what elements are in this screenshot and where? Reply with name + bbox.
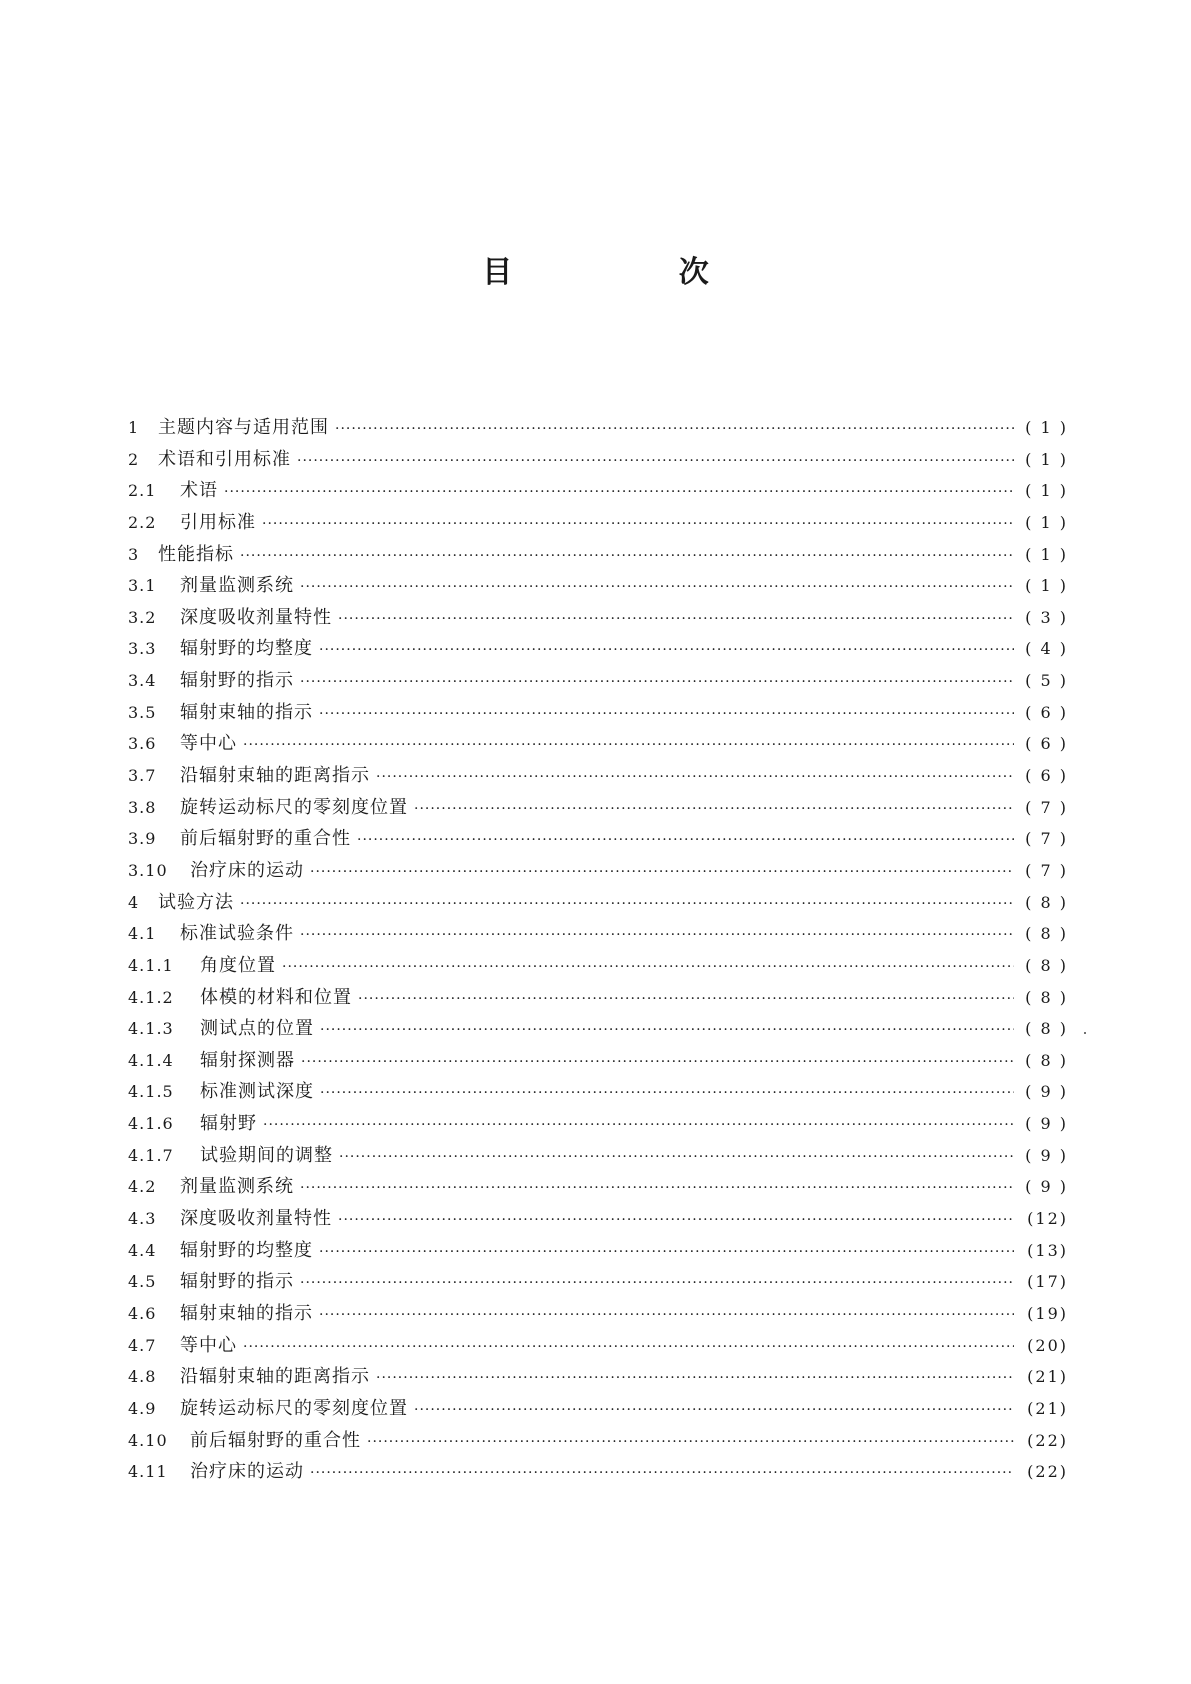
toc-entry[interactable] [128, 728, 1068, 760]
toc-dot-leader [319, 635, 1014, 667]
toc-entry-page: ( 1 ) [1025, 481, 1068, 501]
toc-entry-title: 试验期间的调整 [200, 1144, 333, 1166]
page-title: 目 次 [482, 255, 787, 291]
toc-entry-title: 主题内容与适用范围 [158, 417, 329, 438]
toc-entry-title: 前后辐射野的重合性 [180, 828, 351, 850]
toc-entry-number: 2.1 [128, 481, 157, 501]
toc-entry-page: ( 9 ) [1025, 1177, 1068, 1197]
toc-entry-page: ( 5 ) [1025, 671, 1068, 691]
toc-entry-page: (22) [1027, 1462, 1068, 1482]
toc-entry-number: 3.8 [128, 797, 157, 817]
toc-entry[interactable] [128, 823, 1068, 855]
toc-entry-title: 体模的材料和位置 [200, 986, 352, 1008]
toc-entry-title: 标准测试深度 [200, 1081, 314, 1103]
toc-entry-title: 剂量监测系统 [180, 575, 294, 597]
toc-entry-page: (20) [1027, 1335, 1068, 1355]
toc-entry-number: 4.11 [128, 1462, 168, 1482]
toc-entry-title: 等中心 [180, 733, 237, 755]
toc-entry-title: 术语 [180, 480, 218, 502]
toc-entry-page: (19) [1027, 1303, 1068, 1323]
toc-entry-number: 4.1.3 [128, 1019, 174, 1039]
toc-entry-number: 3.2 [128, 607, 157, 627]
toc-entry[interactable] [128, 665, 1068, 697]
toc-entry-page: ( 9 ) [1025, 1114, 1068, 1134]
toc-entry-page: ( 7 ) [1025, 860, 1068, 880]
toc-entry-page: ( 1 ) [1025, 544, 1068, 564]
toc-entry-page: ( 7 ) [1025, 797, 1068, 817]
toc-entry[interactable] [128, 444, 1068, 476]
toc-entry[interactable] [128, 760, 1068, 792]
toc-dot-leader [320, 1078, 1014, 1110]
toc-entry-page: (22) [1027, 1430, 1068, 1450]
toc-dot-leader [282, 952, 1014, 984]
toc-dot-leader [310, 1458, 1014, 1490]
toc-entry-title: 深度吸收剂量特性 [180, 606, 332, 628]
toc-entry-title: 试验方法 [158, 891, 234, 913]
toc-dot-leader [367, 1427, 1014, 1459]
toc-entry-number: 3.5 [128, 702, 157, 722]
toc-entry-page: (21) [1027, 1367, 1068, 1387]
toc-entry[interactable] [128, 950, 1068, 982]
toc-dot-leader [357, 825, 1014, 857]
toc-entry-title: 旋转运动标尺的零刻度位置 [180, 796, 408, 818]
toc-entry-number: 4.2 [128, 1177, 157, 1197]
toc-entry[interactable] [128, 1298, 1068, 1330]
toc-entry-number: 4.4 [128, 1240, 157, 1260]
toc-entry-number: 3.6 [128, 734, 157, 754]
toc-dot-leader [301, 1047, 1014, 1079]
toc-entry-page: ( 1 ) [1025, 449, 1068, 469]
toc-entry-title: 治疗床的运动 [190, 1461, 304, 1483]
toc-entry-title: 辐射束轴的指示 [180, 701, 313, 723]
toc-entry-page: ( 1 ) [1025, 576, 1068, 596]
toc-entry-page: ( 6 ) [1025, 734, 1068, 754]
toc-entry-title: 治疗床的运动 [190, 859, 304, 881]
toc-entry-number: 4.1 [128, 924, 157, 944]
toc-entry-title: 沿辐射束轴的距离指示 [180, 765, 370, 787]
toc-entry-title: 辐射野的指示 [180, 670, 294, 692]
toc-entry-number: 4 [128, 892, 140, 912]
toc-dot-leader [240, 541, 1014, 573]
toc-entry-number: 3.4 [128, 671, 157, 691]
toc-dot-leader [335, 414, 1014, 446]
toc-entry-number: 3.1 [128, 576, 157, 596]
toc-entry-page: ( 1 ) [1025, 418, 1068, 437]
toc-entry-page: ( 8 ) [1025, 924, 1068, 944]
toc-entry[interactable] [128, 982, 1068, 1014]
toc-entry[interactable] [128, 633, 1068, 665]
toc-entry[interactable] [128, 887, 1068, 919]
toc-entry-number: 4.8 [128, 1367, 157, 1387]
toc-dot-leader [358, 984, 1014, 1016]
toc-dot-leader [240, 889, 1014, 921]
toc-entry-number: 3.3 [128, 639, 157, 659]
toc-entry[interactable] [128, 1108, 1068, 1140]
toc-dot-leader [243, 1332, 1014, 1364]
toc-entry-title: 等中心 [180, 1334, 237, 1356]
toc-entry-page: ( 8 ) [1025, 1050, 1068, 1070]
toc-dot-leader [376, 762, 1014, 794]
toc-entry[interactable] [128, 1203, 1068, 1235]
toc-entry-number: 3 [128, 544, 140, 564]
toc-entry[interactable] [128, 1361, 1068, 1393]
toc-entry-title: 角度位置 [200, 954, 276, 976]
toc-entry-page: ( 4 ) [1025, 639, 1068, 659]
toc-entry-page: (21) [1027, 1398, 1068, 1418]
toc-entry[interactable] [128, 475, 1068, 507]
toc-entry[interactable] [128, 1140, 1068, 1172]
toc-entry[interactable] [128, 1076, 1068, 1108]
toc-entry-number: 3.10 [128, 860, 168, 880]
toc-entry-title: 辐射野的均整度 [180, 1239, 313, 1261]
toc-dot-leader [243, 730, 1014, 762]
toc-dot-leader [263, 1110, 1014, 1142]
toc-entry-number: 4.1.4 [128, 1050, 174, 1070]
toc-dot-leader [310, 857, 1014, 889]
toc-entry-page: ( 8 ) [1025, 892, 1068, 912]
toc-entry-number: 4.1.1 [128, 955, 174, 975]
toc-entry-number: 4.7 [128, 1335, 157, 1355]
toc-entry-page: ( 6 ) [1025, 702, 1068, 722]
toc-dot-leader [262, 509, 1014, 541]
toc-dot-leader [224, 477, 1014, 509]
toc-entry-number: 4.6 [128, 1303, 157, 1323]
toc-dot-leader [414, 794, 1014, 826]
toc-dot-leader [300, 1268, 1014, 1300]
toc-entry-title: 深度吸收剂量特性 [180, 1208, 332, 1230]
toc-entry-page: (12) [1027, 1209, 1068, 1229]
toc-entry-title: 前后辐射野的重合性 [190, 1429, 361, 1451]
toc-dot-leader [319, 1300, 1014, 1332]
toc-dot-leader [319, 699, 1014, 731]
toc-entry-title: 辐射野 [200, 1113, 257, 1135]
toc-entry-title: 术语和引用标准 [158, 448, 291, 470]
toc-entry[interactable] [128, 1235, 1068, 1267]
toc-entry-number: 4.1.6 [128, 1114, 174, 1134]
toc-entry-number: 4.5 [128, 1272, 157, 1292]
toc-entry-number: 4.1.2 [128, 987, 174, 1007]
toc-dot-leader [338, 604, 1014, 636]
scan-speck [1084, 1032, 1086, 1034]
toc-entry[interactable] [128, 1425, 1068, 1457]
toc-entry-title: 性能指标 [158, 543, 234, 565]
toc-entry-page: ( 1 ) [1025, 512, 1068, 532]
toc-entry-page: ( 9 ) [1025, 1145, 1068, 1165]
toc-entry[interactable] [128, 697, 1068, 729]
toc-entry-page: ( 8 ) [1025, 987, 1068, 1007]
toc-entry[interactable] [128, 918, 1068, 950]
toc-dot-leader [320, 1015, 1014, 1047]
toc-entry-title: 引用标准 [180, 511, 256, 533]
toc-entry[interactable] [128, 507, 1068, 539]
toc-entry-page: ( 9 ) [1025, 1082, 1068, 1102]
toc-entry-title: 辐射束轴的指示 [180, 1302, 313, 1324]
toc-entry-page: (17) [1027, 1272, 1068, 1292]
toc-dot-leader [300, 572, 1014, 604]
toc-entry-number: 4.1.5 [128, 1082, 174, 1102]
table-of-contents [128, 412, 1068, 1488]
toc-entry[interactable] [128, 602, 1068, 634]
toc-entry-number: 1 [128, 418, 140, 437]
toc-dot-leader [338, 1205, 1014, 1237]
toc-entry[interactable] [128, 570, 1068, 602]
toc-dot-leader [300, 1173, 1014, 1205]
toc-entry-title: 测试点的位置 [200, 1018, 314, 1040]
toc-entry[interactable] [128, 1330, 1068, 1362]
toc-entry-page: ( 6 ) [1025, 766, 1068, 786]
toc-dot-leader [319, 1237, 1014, 1269]
toc-entry-title: 沿辐射束轴的距离指示 [180, 1366, 370, 1388]
toc-entry[interactable] [128, 539, 1068, 571]
toc-dot-leader [297, 446, 1014, 478]
toc-entry-number: 3.9 [128, 829, 157, 849]
toc-entry-page: (13) [1027, 1240, 1068, 1260]
toc-entry-title: 标准试验条件 [180, 923, 294, 945]
toc-entry-title: 剂量监测系统 [180, 1176, 294, 1198]
toc-entry-title: 旋转运动标尺的零刻度位置 [180, 1397, 408, 1419]
toc-entry-number: 4.3 [128, 1209, 157, 1229]
toc-entry-title: 辐射探测器 [200, 1049, 295, 1071]
toc-dot-leader [339, 1142, 1014, 1174]
toc-entry-page: ( 3 ) [1025, 607, 1068, 627]
toc-entry[interactable] [128, 855, 1068, 887]
toc-entry[interactable] [128, 1045, 1068, 1077]
toc-dot-leader [414, 1395, 1014, 1427]
toc-entry[interactable] [128, 1456, 1068, 1488]
toc-entry-number: 2 [128, 449, 140, 469]
toc-entry-number: 3.7 [128, 766, 157, 786]
toc-entry-page: ( 7 ) [1025, 829, 1068, 849]
toc-entry[interactable] [128, 1171, 1068, 1203]
toc-entry[interactable] [128, 792, 1068, 824]
toc-entry-page: ( 8 ) [1025, 1019, 1068, 1039]
toc-entry-number: 4.10 [128, 1430, 168, 1450]
toc-entry-title: 辐射野的指示 [180, 1271, 294, 1293]
toc-dot-leader [300, 920, 1014, 952]
toc-entry-number: 4.1.7 [128, 1145, 174, 1165]
toc-dot-leader [376, 1363, 1014, 1395]
toc-entry-title: 辐射野的均整度 [180, 638, 313, 660]
toc-entry[interactable] [128, 1266, 1068, 1298]
toc-entry[interactable] [128, 1393, 1068, 1425]
toc-dot-leader [300, 667, 1014, 699]
toc-entry[interactable] [128, 412, 1068, 444]
toc-entry-number: 4.9 [128, 1398, 157, 1418]
toc-entry-page: ( 8 ) [1025, 955, 1068, 975]
toc-entry[interactable] [128, 1013, 1068, 1045]
toc-entry-number: 2.2 [128, 512, 157, 532]
